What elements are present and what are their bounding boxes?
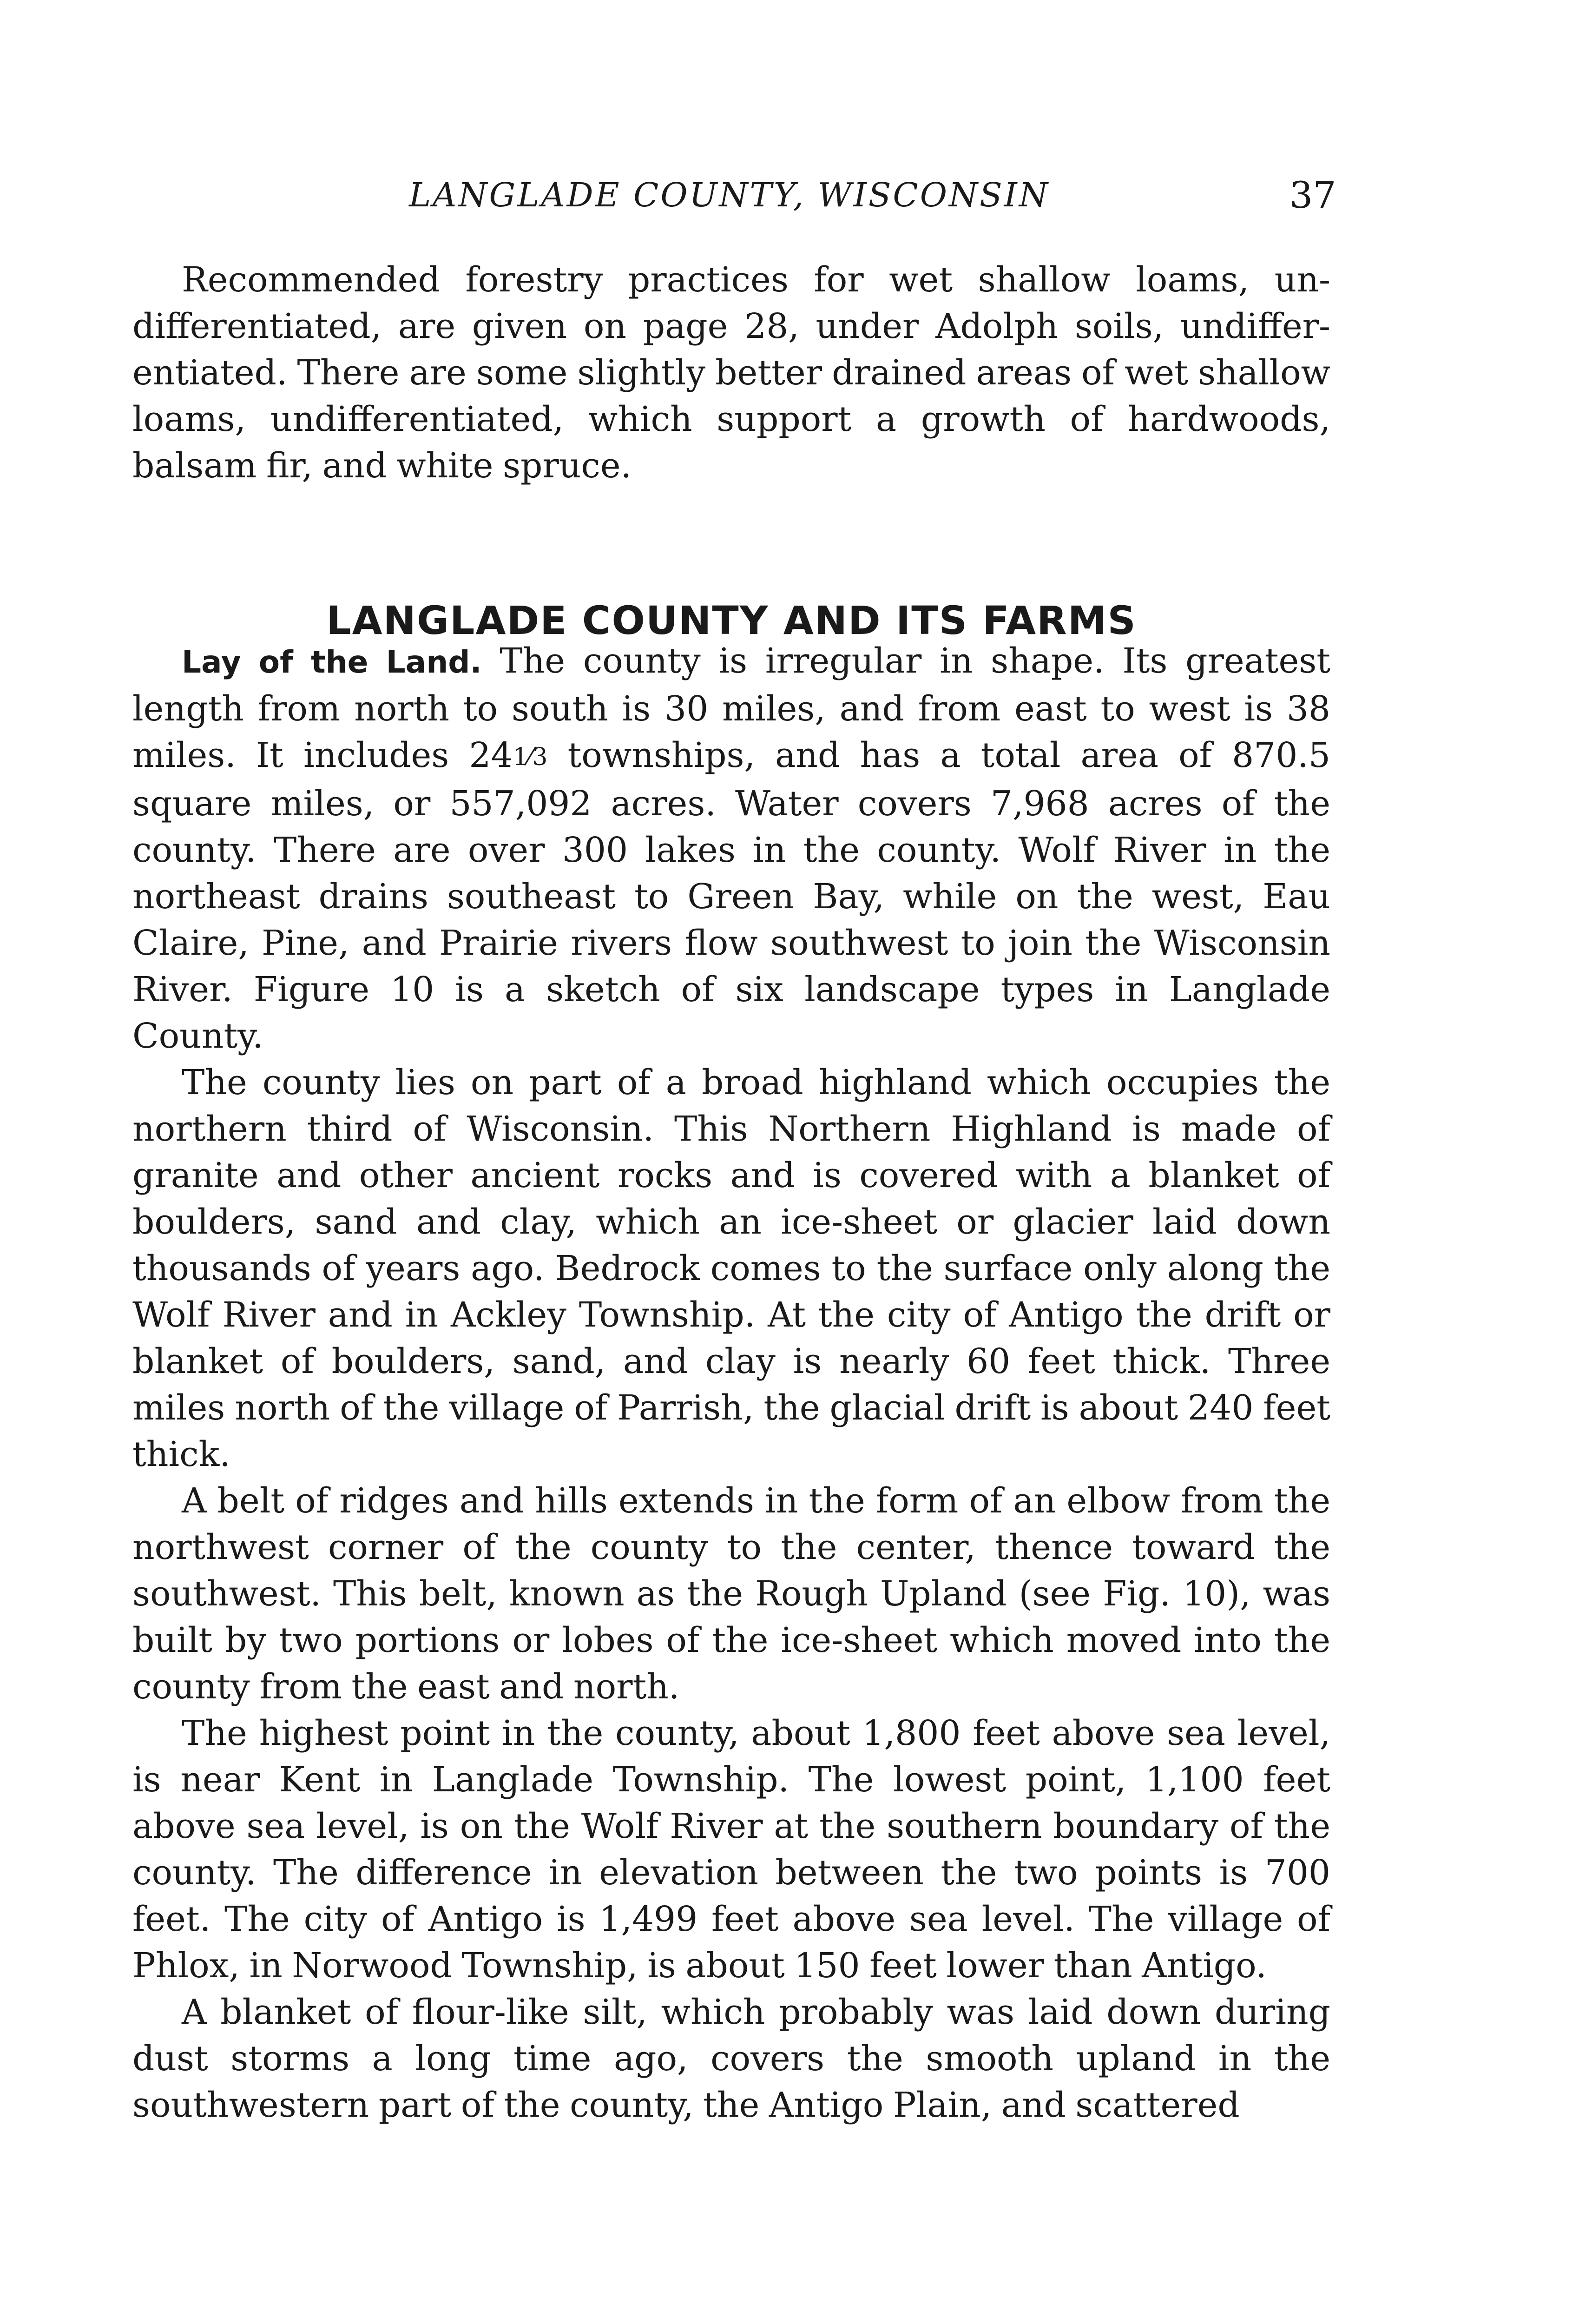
running-head <box>0 167 1579 223</box>
paragraph-silt-blanket: A blanket of flour-like silt, which probably was laid down during dust storms a long time ago, covers the smooth upland in the southwestern part of the county, the Antigo Plain, and scattered <box>132 1992 1330 2125</box>
intro-paragraph: Recommended forestry practices for wet shallow loams, undifferentiated, are given on page 28, under Adolph soils, undifferentiated. There are some slightly better drained areas of wet shallow loams, undifferentiated, which support a growth of hardwoods, balsam fir, and white spruce. <box>132 260 1330 486</box>
section-body <box>132 638 1330 2128</box>
paragraph-text-part-2: townships, and has a total area of 870.5 square miles, or 557,092 acres. Water covers 7,968 acres of the county. There are over 300 lakes in the county. Wolf River in the northeast drains southeast to Green Bay, while on the west, Eau Claire, Pine, and Prairie rivers flow southwest to join the Wisconsin River. Figure 10 is a sketch of six landscape types in Langlade County. <box>132 735 1330 1056</box>
paragraph-text-part-1: The county is irregular in shape. Its greatest length from north to south is 30 miles, and from east to west is 38 miles. It includes 24 <box>132 641 1330 775</box>
paragraph-northern-highland: The county lies on part of a broad highland which occupies the northern third of Wisconsin. This Northern Highland is made of granite and other ancient rocks and is covered with a blanket of boulders, sand and clay, which an ice-sheet or glacier laid down thousands of years ago. Bedrock comes to the surface only along the Wolf River and in Ackley Township. At the city of Antigo the drift or blanket of boulders, sand, and clay is nearly 60 feet thick. Three miles north of the village of Parrish, the glacial drift is about 240 feet thick. <box>132 1062 1330 1474</box>
fraction: 1⁄3 <box>513 743 548 771</box>
section-heading: LANGLADE COUNTY AND ITS FARMS <box>326 597 1137 643</box>
running-title: LANGLADE COUNTY, WISCONSIN <box>409 176 1050 214</box>
paragraph-rough-upland: A belt of ridges and hills extends in the form of an elbow from the northwest corner of the county to the center, thence toward the southwest. This belt, known as the Rough Upland (see Fig. 10), was built by two portions or lobes of the ice-sheet which moved into the county from the east and north. <box>132 1480 1330 1707</box>
paragraph-elevation: The highest point in the county, about 1,800 feet above sea level, is near Kent in Langlade Township. The lowest point, 1,100 feet above sea level, is on the Wolf River at the southern boundary of the county. The difference in elevation between the two points is 700 feet. The city of Antigo is 1,499 feet above sea level. The village of Phlox, in Norwood Township, is about 150 feet lower than Antigo. <box>132 1713 1330 1986</box>
run-in-heading: Lay of the Land. <box>182 644 482 680</box>
paragraph-lay-of-the-land <box>132 638 1330 1059</box>
page-number: 37 <box>1290 174 1336 217</box>
intro-text <box>132 257 1330 489</box>
